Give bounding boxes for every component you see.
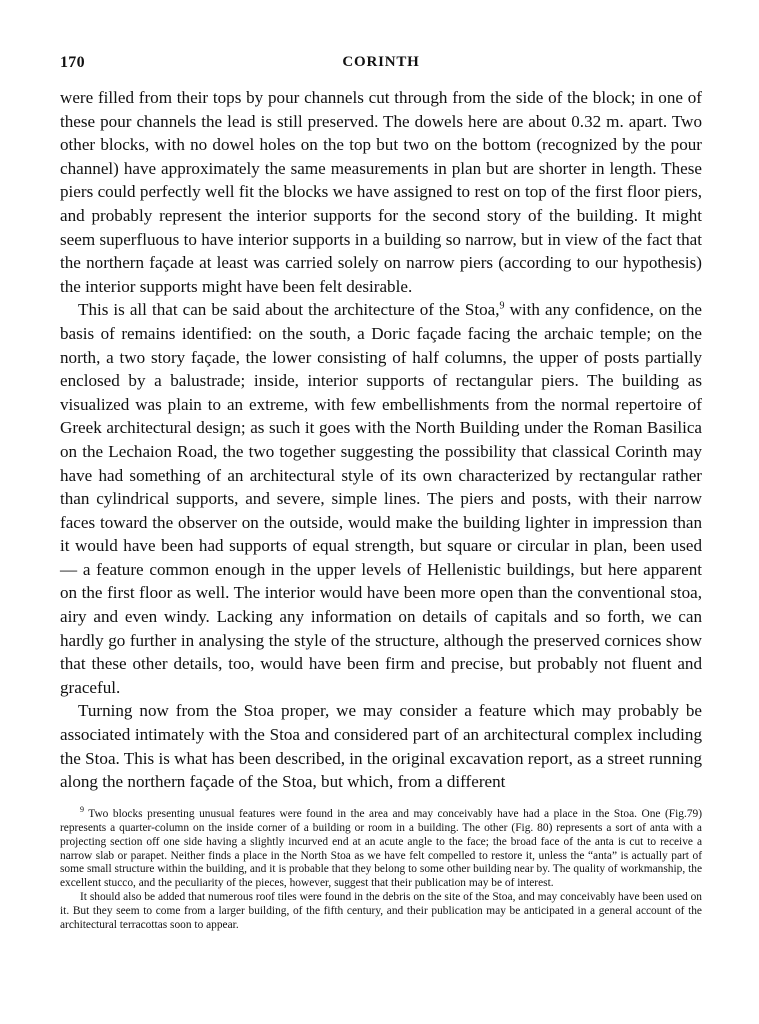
page-number: 170: [60, 54, 85, 71]
paragraph-2: [60, 298, 702, 699]
paragraph-3: Turning now from the Stoa proper, we may consider a feature which may probably be associated intimately with the Stoa and considered part of an architectural complex including the Stoa. This is what has been described, in the original excavation report, as a street running along the northern façade of the Stoa, but which, from a different: [60, 701, 702, 792]
footnotes: [60, 805, 702, 933]
footnote-9: [60, 805, 702, 891]
footnote-reference: 9: [499, 300, 505, 312]
page-header: [60, 54, 702, 78]
paragraph-2-rest: with any confidence, on the basis of remains identified: on the south, a Doric façade facing the archaic temple; on the north, a two story façade, the lower consisting of half columns, the upper of posts partially enclosed by a balustrade; inside, interior supports of rectangular piers. The building as visualized was plain to an extreme, with few embellishments from the normal repertoire of Greek architectural design; as such it goes with the North Building under the Roman Basilica on the Lechaion Road, the two together suggesting the possibility that classical Corinth may have had something of an architectural style of its own characterized by rectangular rather than cylindrical supports, and severe, simple lines. The piers and posts, with their narrow faces toward the observer on the outside, would make the building lighter in impression than it would have been had supports of equal strength, but square or circular in plan, been used — a feature common enough in the upper levels of Hellenistic buildings, but here apparent on the first floor as well. The interior would have been more open than the conventional stoa, airy and even windy. Lacking any information on details of capitals and so forth, we can hardly go further in analysing the style of the structure, although the preserved cornices show that these other details, too, would have been firm and precise, but probably not fluent and graceful.: [60, 300, 702, 697]
paragraph-2-start: This is all that can be said about the architecture of the Stoa,: [78, 300, 500, 320]
page: [60, 54, 702, 933]
paragraph-1: were filled from their tops by pour channels cut through from the side of the block; in one of these pour channels the lead is still preserved. The dowels here are about 0.32 m. apart. Two other blocks, with no dowel holes on the top but two on the bottom (recognized by the pour channel) have approximately the same measurements in plan but are shorter in length. These piers could perfectly well fit the blocks we have assigned to rest on top of the first floor piers, and probably represent the interior supports for the second story of the building. It might seem superfluous to have interior supports in a building so narrow, but in view of the fact that the northern façade at least was carried solely on narrow piers (according to our hypothesis) the interior supports might have been felt desirable.: [60, 88, 702, 296]
footnote-9-continuation: It should also be added that numerous roof tiles were found in the debris on the site of the Stoa, and may conceivably have been used on it. But they seem to come from a larger building, of the fifth century, and their publication may be anticipated in a general account of the architectural terracottas soon to appear.: [60, 891, 702, 932]
running-head: CORINTH: [342, 54, 420, 70]
footnote-9-mark: 9: [80, 805, 84, 815]
footnote-9-text: Two blocks presenting unusual features were found in the area and may conceivably have had a place in the Stoa. One (Fig.79) represents a quarter-column on the inside corner of a building or room in a building. The other (Fig. 80) represents a sort of anta with a projecting section off one side having a slightly incurved end at an acute angle to the face; the broad face of the anta is cut to receive a narrow slab or parapet. Neither finds a place in the North Stoa as we have felt compelled to restore it, unless the “anta” is actually part of some small structure within the building, and it is probable that they belong to some other building near by. The quality of workmanship, the excellent stucco, and the peculiarity of the pieces, however, suggest that their publication may be of interest.: [60, 807, 702, 890]
body-text: [60, 86, 702, 794]
